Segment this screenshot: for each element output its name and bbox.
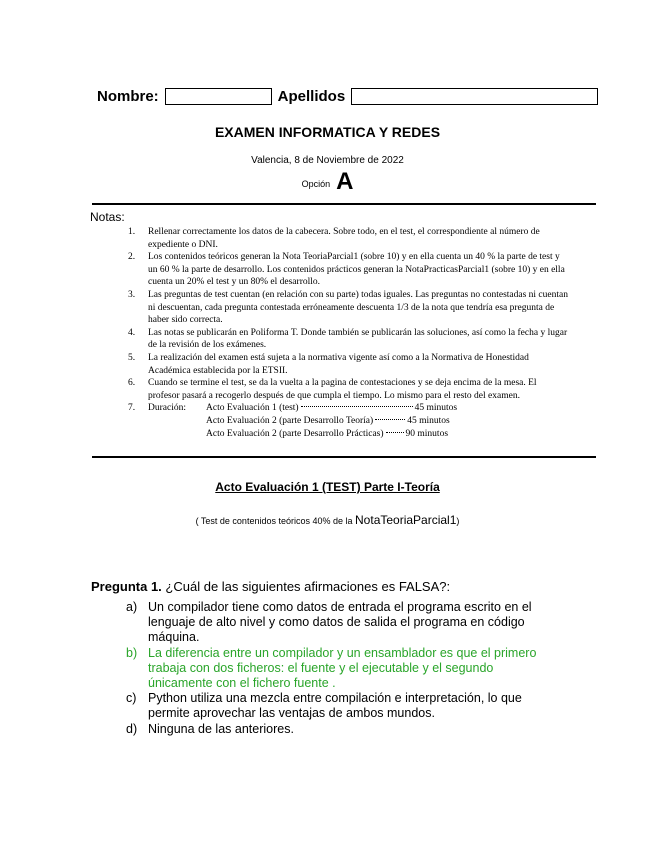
- question-1: [91, 579, 611, 594]
- divider-bottom: [92, 456, 596, 458]
- nombre-label: Nombre:: [97, 88, 159, 105]
- subtitle-emphasis: NotaTeoriaParcial1: [355, 513, 457, 527]
- note-number: 2.: [128, 252, 136, 263]
- section-subtitle: [0, 513, 655, 527]
- note-text: Rellenar correctamente los datos de la cabecera. Sobre todo, en el test, el correspondiente al número de expediente o DNI.: [148, 227, 540, 250]
- duration-item: [206, 415, 457, 428]
- nombre-field[interactable]: [165, 88, 272, 105]
- note-number: 3.: [128, 289, 136, 300]
- note-text: Las notas se publicarán en Poliforma T. Donde también se publicarán las soluciones, así como la fecha y lugar de la revisión de los exámenes.: [148, 327, 568, 351]
- apellidos-label: Apellidos: [277, 88, 346, 105]
- note-text: Los contenidos teóricos generan la Nota TeoriaParcial1 (sobre 10) y en ella cuenta un 40 % la parte de test y un 60 % la parte de desarrollo. Los contenidos prácticos generan la NotaPracticasParcial1 (sobre 10) y en ella cuenta un 20% el test y un 80% el desarrollo.: [148, 252, 565, 288]
- note-number: 1.: [128, 227, 136, 237]
- note-text: La realización del examen está sujeta a la normativa vigente así como a la Normativa de Honestidad Académica establecida por la ETSII.: [148, 352, 529, 376]
- note-item: [128, 327, 568, 352]
- note-item: [128, 377, 568, 402]
- duration-time: 45 minutos: [407, 415, 450, 426]
- duration-time: 90 minutos: [405, 428, 449, 439]
- divider-top: [92, 203, 596, 205]
- answer-option-b[interactable]: [126, 646, 556, 692]
- dot-leader: [301, 406, 413, 407]
- answer-option-c[interactable]: [126, 691, 556, 721]
- notes-list: [128, 226, 568, 440]
- note-item: [128, 289, 568, 327]
- note-item: [128, 226, 568, 251]
- duration-label: Duración:: [148, 403, 186, 414]
- answer-letter: b): [126, 645, 138, 660]
- duration-block: [148, 402, 568, 440]
- note-item: [128, 251, 568, 289]
- duration-name: Acto Evaluación 1 (test): [206, 403, 299, 414]
- duration-name: Acto Evaluación 2 (parte Desarrollo Prácticas): [206, 428, 384, 439]
- answer-list: [126, 600, 556, 737]
- answer-letter: d): [126, 721, 138, 736]
- answer-letter: c): [126, 691, 137, 706]
- duration-time: 45 minutos: [414, 403, 458, 414]
- note-item: [128, 352, 568, 377]
- duration-item: [206, 428, 457, 441]
- note-duration: [128, 402, 568, 440]
- note-text: Las preguntas de test cuentan (en relación con su parte) todas iguales. Las preguntas no contestadas ni cuentan ni descuentan, cada pregunta contestada erróneamente descuenta 1/3 de la nota que tendría esa pregunta de haber sido correcta.: [148, 289, 568, 326]
- option-label: Opción: [301, 179, 331, 189]
- duration-name: Acto Evaluación 2 (parte Desarrollo Teoría): [206, 415, 374, 426]
- answer-letter: a): [126, 600, 138, 614]
- duration-list: [206, 402, 457, 440]
- exam-date: Valencia, 8 de Noviembre de 2022: [251, 155, 404, 166]
- answer-text: La diferencia entre un compilador y un ensamblador es que el primero trabaja con dos ficheros: el fuente y el ejecutable y el segundo únicamente con el fichero fuente .: [148, 645, 537, 691]
- dot-leader: [375, 419, 405, 420]
- exam-title: EXAMEN INFORMATICA Y REDES: [214, 124, 441, 140]
- apellidos-field[interactable]: [351, 88, 598, 105]
- notes-heading: Notas:: [90, 210, 125, 224]
- answer-text: Ninguna de las anteriores.: [148, 721, 294, 736]
- note-number: 5.: [128, 352, 136, 363]
- note-text: Cuando se termine el test, se da la vuelta a la pagina de contestaciones y se deja encima de la mesa. El profesor pasará a recogerlo después de que cumpla el tiempo. Lo mismo para el resto del examen.: [148, 378, 537, 401]
- note-number: 6.: [128, 378, 136, 389]
- answer-option-a[interactable]: [126, 600, 556, 646]
- subtitle-suffix: ): [456, 516, 460, 526]
- dot-leader: [386, 432, 404, 433]
- note-number: 4.: [128, 327, 136, 338]
- name-row: [97, 88, 598, 105]
- exam-option: [0, 170, 655, 196]
- answer-text: Python utiliza una mezcla entre compilación e interpretación, lo que permite aprovechar las ventajas de ambos mundos.: [148, 691, 522, 721]
- answer-option-d[interactable]: [126, 722, 556, 737]
- note-number: 7.: [128, 403, 136, 414]
- question-text: ¿Cuál de las siguientes afirmaciones es FALSA?:: [165, 579, 451, 594]
- question-label: Pregunta 1.: [91, 579, 162, 594]
- duration-item: [206, 402, 457, 415]
- option-letter: A: [336, 168, 354, 195]
- answer-text: Un compilador tiene como datos de entrada el programa escrito en el lenguaje de alto nivel y como datos de salida el programa en código máquina.: [148, 600, 532, 645]
- subtitle-prefix: ( Test de contenidos teóricos 40% de la: [195, 516, 356, 526]
- section-title: Acto Evaluación 1 (TEST) Parte I-Teoría: [215, 480, 440, 494]
